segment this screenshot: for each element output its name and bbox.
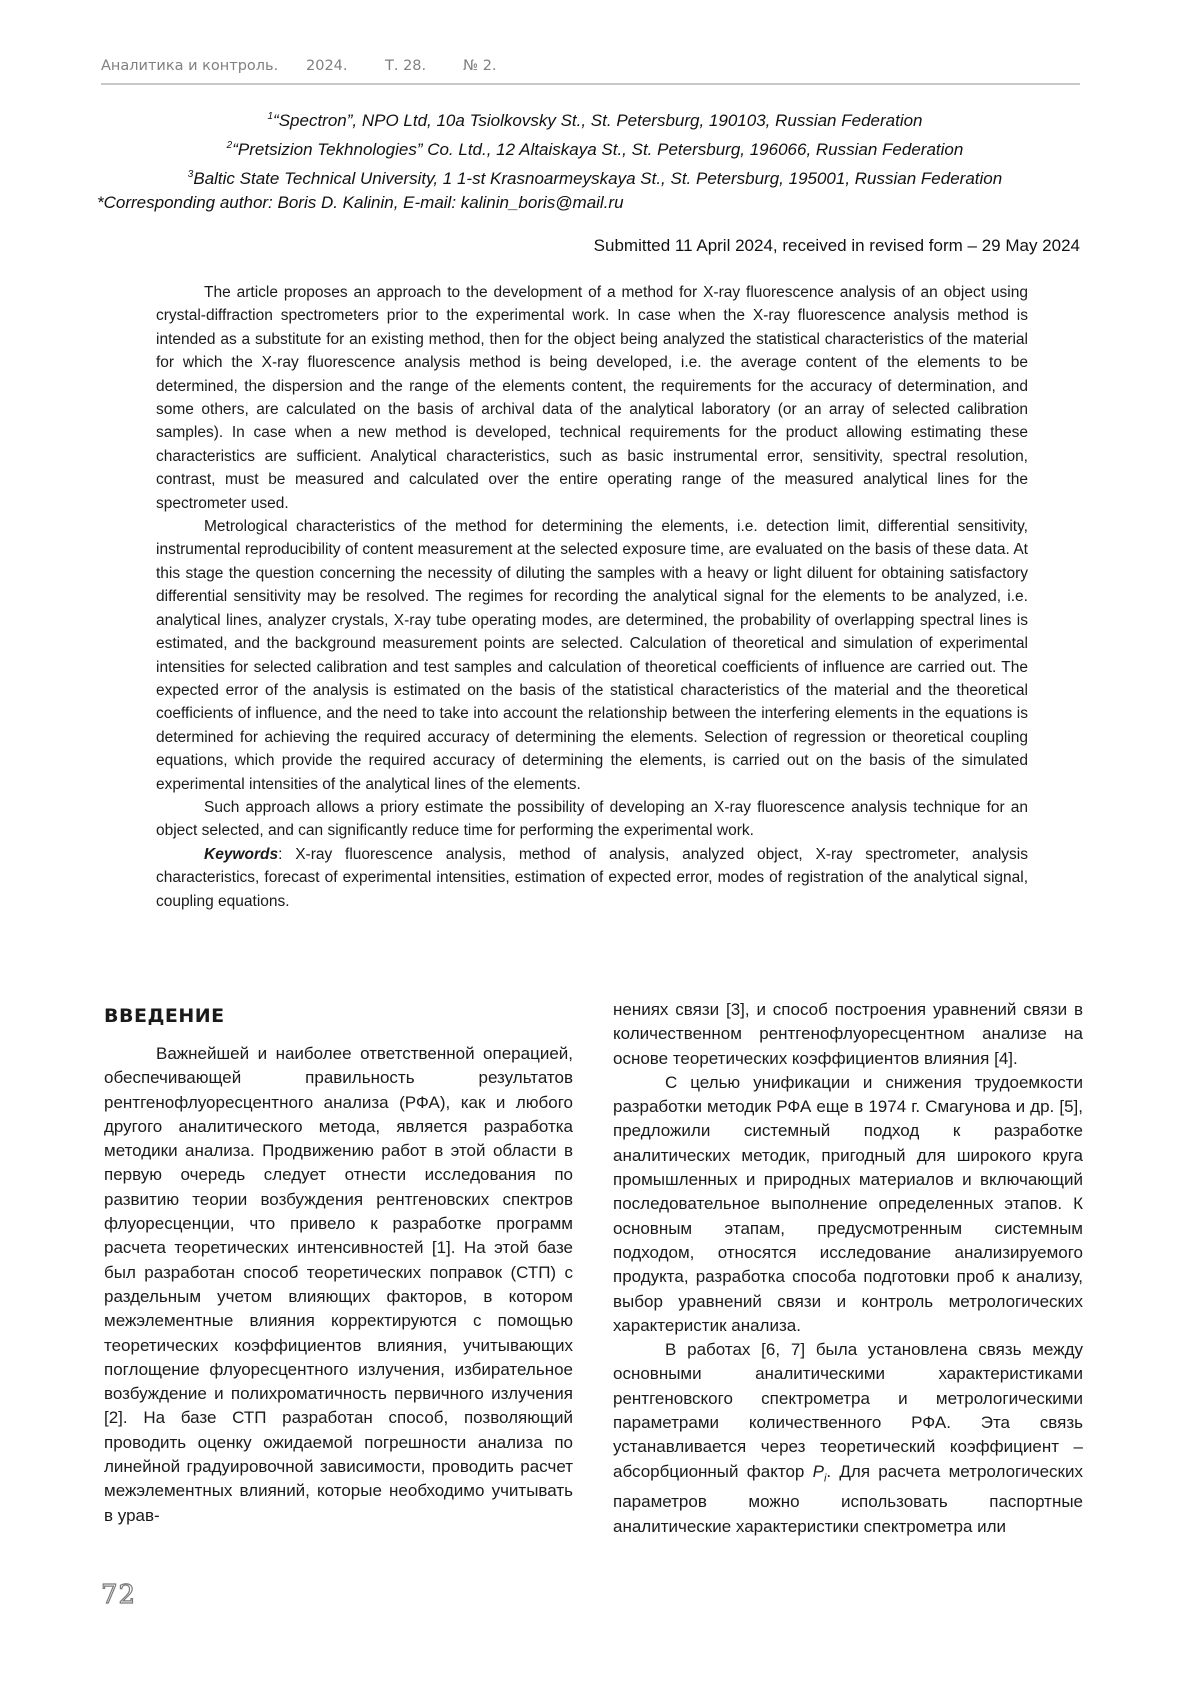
body-paragraph: С целью унификации и снижения трудоемкости разработки методик РФА еще в 1974 г. Смагунова и др. [5], предложили системный подход к разработке аналитических методик, пригодный для широкого круга промышленных и природных материалов и включающий последовательное выполнение определенных этапов. К основным этапам, предусмотренным системным подходом, относятся исследование анализируемого продукта, разработка способа подготовки проб к анализу, выбор уравнений связи и контроль метрологических характеристик анализа. [613, 1072, 1083, 1335]
body-paragraph [613, 1338, 1083, 1539]
body-text: . Для расчета метрологических параметров можно использовать паспортные аналитические характеристики спектрометра или [613, 1461, 1083, 1536]
body-paragraph: Важнейшей и наиболее ответственной операцией, обеспечивающей правильность результатов рентгенофлуоресцентного анализа (РФА), как и любого другого аналитического метода, является разработка методики анализа. Продвижению работ в этой области в первую очередь следует отнести исследования по развитию теории возбуждения рентгеновских спектров флуоресценции, что привело к разработке программ расчета теоретических интенсивностей [1]. На этой базе был разработан способ теоретических поправок (СТП) с раздельным учетом влияющих факторов, в котором межэлементные влияния корректируются с помощью теоретических коэффициентов влияния, учитывающих поглощение флуоресцентного излучения, избирательное возбуждение и полихроматичность первичного излучения [2]. На базе СТП разработан способ, позволяющий проводить оценку ожидаемой погрешности анализа по линейной градуировочной зависимости, проводить расчет межэлементных влияний, которые необходимо учитывать в урав- [104, 1044, 573, 1525]
journal-volume: Т. 28. [385, 58, 427, 74]
abstract-paragraph: Such approach allows a priory estimate the possibility of developing an X-ray fluorescence analysis technique for an object selected, and can significantly reduce time for performing the experimental work. [156, 798, 1028, 840]
body-column-right [613, 998, 1083, 1539]
section-title: ВВЕДЕНИЕ [104, 1005, 225, 1027]
variable-subscript: i [823, 1472, 827, 1485]
affiliation-1 [90, 104, 1100, 133]
corresponding-author: *Corresponding author: Boris D. Kalinin, E-mail: kalinin_boris@mail.ru [97, 193, 624, 212]
body-paragraph: нениях связи [3], и способ построения уравнений связи в количественном рентгенофлуоресцентном анализе на основе теоретических коэффициентов влияния [4]. [613, 1000, 1083, 1068]
affiliation-number: 1 [267, 111, 274, 122]
affiliation-text: “Pretsizion Tekhnologies” Co. Ltd., 12 Altaiskaya St., St. Petersburg, 196066, Russian Federation [232, 140, 964, 159]
body-column-left [104, 1005, 573, 1528]
journal-issue: № 2. [463, 58, 497, 74]
journal-name: Аналитика и контроль. [101, 58, 279, 74]
submission-dates: Submitted 11 April 2024, received in revised form – 29 May 2024 [593, 236, 1080, 255]
affiliation-text: Baltic State Technical University, 1 1-st Krasnoarmeyskaya St., St. Petersburg, 195001, Russian Federation [193, 169, 1003, 188]
journal-year: 2024. [306, 58, 348, 74]
keywords [156, 843, 1028, 913]
page-number: 72 [101, 1580, 137, 1610]
affiliation-3 [90, 162, 1100, 191]
keywords-label: Keywords [204, 845, 279, 863]
body-text: В работах [6, 7] была установлена связь между основными аналитическими характеристиками рентгеновского спектрометра и метрологическими параметрами количественного РФА. Эта связь устанавливается через теоретический коэффициент – абсорбционный фактор [613, 1340, 1083, 1481]
affiliations [90, 104, 1100, 191]
affiliation-number: 3 [187, 169, 194, 180]
running-header [101, 58, 1101, 84]
abstract-paragraph: The article proposes an approach to the development of a method for X-ray fluorescence analysis of an object using crystal-diffraction spectrometers prior to the experimental work. In case when the X-ray fluorescence analysis method is intended as a substitute for an existing method, then for the object being analyzed the statistical characteristics of the material for which the X-ray fluorescence analysis method is being developed, i.e. the average content of the elements to be determined, the dispersion and the range of the elements content, the requirements for the accuracy of determination, and some others, are calculated on the basis of archival data of the analytical laboratory (or an array of selected calibration samples). In case when a new method is developed, technical requirements for the product allowing estimating these characteristics are sufficient. Analytical characteristics, such as basic instrumental error, sensitivity, spectral resolution, contrast, must be measured and calculated over the entire operating range of the measured analytical lines for the spectrometer used. [156, 284, 1028, 512]
affiliation-number: 2 [226, 140, 233, 151]
affiliation-text: “Spectron”, NPO Ltd, 10a Tsiolkovsky St., St. Petersburg, 190103, Russian Federation [273, 111, 923, 130]
abstract-paragraph: Metrological characteristics of the method for determining the elements, i.e. detection limit, differential sensitivity, instrumental reproducibility of content measurement at the selected exposure time, are evaluated on the basis of these data. At this stage the question concerning the necessity of diluting the samples with a heavy or light diluent for obtaining satisfactory differential sensitivity may be resolved. The regimes for recording the analytical signal for the elements to be analyzed, i.e. analytical lines, analyzer crystals, X-ray tube operating modes, are determined, the probability of overlapping spectral lines is estimated, and the background measurement points are selected. Calculation of theoretical and simulation of experimental intensities for selected calibration and test samples and calculation of theoretical coefficients of influence are carried out. The expected error of the analysis is estimated on the basis of the statistical characteristics of the material and the theoretical coefficients of influence, and the need to take into account the relationship between the interfering elements in the equations is determined for achieving the required accuracy of determining the elements. Selection of regression or theoretical coupling equations, which provide the required accuracy of determining the elements, is carried out on the basis of the simulated experimental intensities of the analytical lines of the elements. [156, 518, 1028, 793]
variable-symbol: P [812, 1461, 824, 1481]
abstract [156, 281, 1028, 913]
header-divider [101, 83, 1080, 85]
keywords-text: : X-ray fluorescence analysis, method of analysis, analyzed object, X-ray spectrometer, analysis characteristics, forecast of experimental intensities, estimation of expected error, modes of registration of the analytical signal, coupling equations. [156, 845, 1028, 910]
affiliation-2 [90, 133, 1100, 162]
